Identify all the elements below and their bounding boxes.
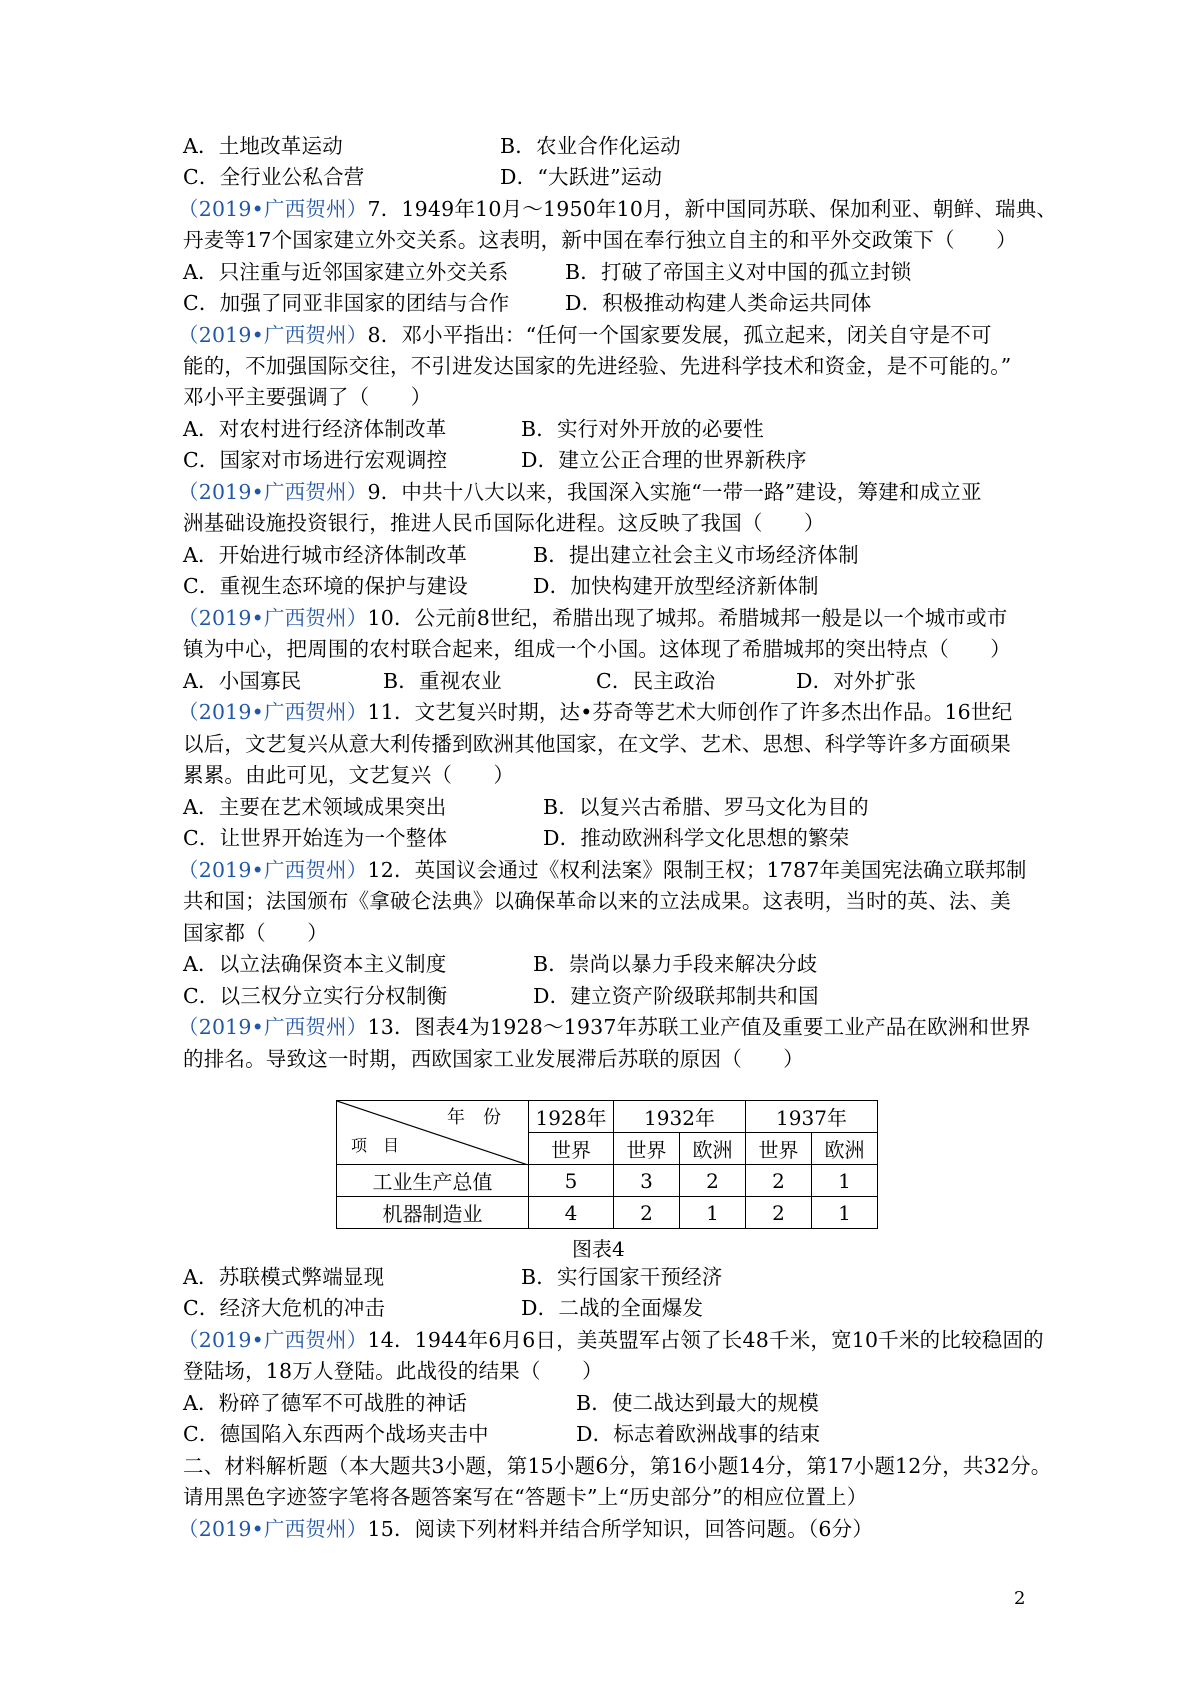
q12-options-row2 — [183, 982, 819, 1010]
q11-stem-line2: 以后，文艺复兴从意大利传播到欧洲其他国家，在文学、艺术、思想、科学等许多方面硕果 — [183, 732, 1011, 756]
table-cell: 2 — [680, 1165, 746, 1197]
q9-option-b: B．提出建立社会主义市场经济体制 — [533, 543, 859, 567]
q11-options-row2 — [183, 824, 850, 852]
q6-options-row2 — [183, 163, 663, 191]
q7-option-d: D．积极推动构建人类命运共同体 — [565, 291, 872, 315]
q10-stem: （2019•广西贺州）10．公元前8世纪，希腊出现了城邦。希腊城邦一般是以一个城市或市 — [178, 606, 1008, 630]
q13-option-d: D．二战的全面爆发 — [521, 1296, 704, 1320]
q6-option-d: D．“大跃进”运动 — [500, 165, 663, 189]
q14-source: （2019•广西贺州） — [178, 1328, 368, 1352]
q10-options-row — [183, 667, 917, 695]
table-cell: 2 — [614, 1197, 680, 1229]
q11-source: （2019•广西贺州） — [178, 700, 368, 724]
q12-option-d: D．建立资产阶级联邦制共和国 — [533, 984, 819, 1008]
q13-source: （2019•广西贺州） — [178, 1015, 368, 1039]
q7-options-row2 — [183, 289, 872, 317]
ranking-table — [336, 1100, 878, 1229]
row-label: 机器制造业 — [337, 1197, 529, 1229]
q10-option-d: D．对外扩张 — [796, 669, 917, 693]
header-1937: 1937年 — [746, 1101, 878, 1133]
q14-options-row1 — [183, 1389, 819, 1417]
q14-option-a: A．粉碎了德军不可战胜的神话 — [183, 1391, 468, 1415]
header-1932: 1932年 — [614, 1101, 746, 1133]
q9-option-d: D．加快构建开放型经济新体制 — [533, 574, 819, 598]
q6-options-row1 — [183, 132, 681, 160]
q15-source: （2019•广西贺州） — [178, 1517, 368, 1541]
subheader-world: 世界 — [746, 1133, 812, 1165]
q13-stem: （2019•广西贺州）13．图表4为1928～1937年苏联工业产值及重要工业产品在欧洲和世界 — [178, 1015, 1031, 1039]
q7-option-c: C．加强了同亚非国家的团结与合作 — [183, 291, 510, 315]
q9-option-c: C．重视生态环境的保护与建设 — [183, 574, 468, 598]
q8-option-c: C．国家对市场进行宏观调控 — [183, 448, 448, 472]
section2-instruction: 请用黑色字迹签字笔将各题答案写在“答题卡”上“历史部分”的相应位置上） — [183, 1485, 868, 1509]
table-row — [337, 1197, 878, 1229]
subheader-world: 世界 — [529, 1133, 614, 1165]
q14-option-c: C．德国陷入东西两个战场夹击中 — [183, 1422, 489, 1446]
table-cell: 4 — [529, 1197, 614, 1229]
q10-option-c: C．民主政治 — [596, 669, 716, 693]
header-1928: 1928年 — [529, 1101, 614, 1133]
q10-option-a: A．小国寡民 — [183, 669, 302, 693]
table-cell: 2 — [746, 1197, 812, 1229]
q12-stem-line3: 国家都（ ） — [183, 921, 328, 945]
q8-options-row1 — [183, 415, 764, 443]
q13-option-c: C．经济大危机的冲击 — [183, 1296, 386, 1320]
q11-option-a: A．主要在艺术领域成果突出 — [183, 795, 447, 819]
q13-stem-line2: 的排名。导致这一时期，西欧国家工业发展滞后苏联的原因（ ） — [183, 1047, 804, 1071]
q7-options-row1 — [183, 258, 912, 286]
q7-stem-line2: 丹麦等17个国家建立外交关系。这表明，新中国在奉行独立自主的和平外交政策下（ ） — [183, 228, 1017, 252]
q13-options-row2 — [183, 1294, 704, 1322]
table-cell: 5 — [529, 1165, 614, 1197]
q11-stem: （2019•广西贺州）11．文艺复兴时期，达•芬奇等艺术大师创作了许多杰出作品。16世纪 — [178, 700, 1013, 724]
q9-options-row2 — [183, 572, 819, 600]
q6-option-b: B．农业合作化运动 — [500, 134, 681, 158]
q8-option-d: D．建立公正合理的世界新秩序 — [521, 448, 807, 472]
q10-option-b: B．重视农业 — [383, 669, 502, 693]
q14-stem: （2019•广西贺州）14．1944年6月6日，美英盟军占领了长48千米，宽10千米的比较稳固的 — [178, 1328, 1044, 1352]
q8-stem-line2: 能的，不加强国际交往，不引进发达国家的先进经验、先进科学技术和资金，是不可能的。” — [183, 354, 1012, 378]
q12-option-a: A．以立法确保资本主义制度 — [183, 952, 447, 976]
table-cell: 2 — [746, 1165, 812, 1197]
corner-year-label: 年 份 — [447, 1107, 501, 1128]
q14-option-d: D．标志着欧洲战事的结束 — [576, 1422, 821, 1446]
q9-options-row1 — [183, 541, 859, 569]
q8-stem: （2019•广西贺州）8．邓小平指出：“任何一个国家要发展，孤立起来，闭关自守是不可 — [178, 323, 992, 347]
q12-source: （2019•广西贺州） — [178, 858, 368, 882]
q12-options-row1 — [183, 950, 818, 978]
q7-option-b: B．打破了帝国主义对中国的孤立封锁 — [565, 260, 912, 284]
table-caption: 图表4 — [572, 1237, 625, 1261]
q8-options-row2 — [183, 446, 807, 474]
q9-source: （2019•广西贺州） — [178, 480, 368, 504]
q11-option-d: D．推动欧洲科学文化思想的繁荣 — [543, 826, 850, 850]
q13-options-row1 — [183, 1263, 723, 1291]
q14-options-row2 — [183, 1420, 821, 1448]
q8-stem-line3: 邓小平主要强调了（ ） — [183, 385, 432, 409]
q14-stem-line2: 登陆场，18万人登陆。此战役的结果（ ） — [183, 1359, 603, 1383]
q12-stem-line2: 共和国；法国颁布《拿破仑法典》以确保革命以来的立法成果。这表明，当时的英、法、美 — [183, 889, 1011, 913]
q9-stem-line2: 洲基础设施投资银行，推进人民币国际化进程。这反映了我国（ ） — [183, 511, 825, 535]
q8-option-a: A．对农村进行经济体制改革 — [183, 417, 447, 441]
q11-option-b: B．以复兴古希腊、罗马文化为目的 — [543, 795, 869, 819]
table-cell: 1 — [680, 1197, 746, 1229]
q12-option-b: B．崇尚以暴力手段来解决分歧 — [533, 952, 818, 976]
q15-stem: （2019•广西贺州）15．阅读下列材料并结合所学知识，回答问题。（6分） — [178, 1517, 874, 1541]
corner-item-label: 项 目 — [351, 1136, 400, 1155]
q12-option-c: C．以三权分立实行分权制衡 — [183, 984, 448, 1008]
row-label: 工业生产总值 — [337, 1165, 529, 1197]
page-number: 2 — [1014, 1588, 1026, 1609]
subheader-europe: 欧洲 — [680, 1133, 746, 1165]
q14-option-b: B．使二战达到最大的规模 — [576, 1391, 819, 1415]
table-row — [337, 1165, 878, 1197]
table-cell: 1 — [812, 1165, 878, 1197]
table-cell: 3 — [614, 1165, 680, 1197]
q11-options-row1 — [183, 793, 869, 821]
q8-option-b: B．实行对外开放的必要性 — [521, 417, 764, 441]
section2-heading: 二、材料解析题（本大题共3小题，第15小题6分，第16小题14分，第17小题12分，共32分。 — [183, 1454, 1052, 1478]
q11-option-c: C．让世界开始连为一个整体 — [183, 826, 448, 850]
q10-source: （2019•广西贺州） — [178, 606, 368, 630]
q9-stem: （2019•广西贺州）9．中共十八大以来，我国深入实施“一带一路”建设，筹建和成立亚 — [178, 480, 982, 504]
q7-source: （2019•广西贺州） — [178, 197, 368, 221]
q7-stem: （2019•广西贺州）7．1949年10月～1950年10月，新中国同苏联、保加利亚、朝鲜、瑞典、 — [178, 197, 1058, 221]
q12-stem: （2019•广西贺州）12．英国议会通过《权利法案》限制王权；1787年美国宪法确立联邦制 — [178, 858, 1027, 882]
q6-option-c: C．全行业公私合营 — [183, 165, 365, 189]
table-corner-cell — [337, 1101, 529, 1165]
q8-source: （2019•广西贺州） — [178, 323, 368, 347]
q9-option-a: A．开始进行城市经济体制改革 — [183, 543, 468, 567]
q6-option-a: A．土地改革运动 — [183, 134, 343, 158]
table-cell: 1 — [812, 1197, 878, 1229]
q13-option-b: B．实行国家干预经济 — [521, 1265, 723, 1289]
q7-option-a: A．只注重与近邻国家建立外交关系 — [183, 260, 509, 284]
q13-option-a: A．苏联模式弊端显现 — [183, 1265, 385, 1289]
subheader-europe: 欧洲 — [812, 1133, 878, 1165]
q10-stem-line2: 镇为中心，把周围的农村联合起来，组成一个小国。这体现了希腊城邦的突出特点（ ） — [183, 637, 1011, 661]
subheader-world: 世界 — [614, 1133, 680, 1165]
q11-stem-line3: 累累。由此可见，文艺复兴（ ） — [183, 763, 515, 787]
